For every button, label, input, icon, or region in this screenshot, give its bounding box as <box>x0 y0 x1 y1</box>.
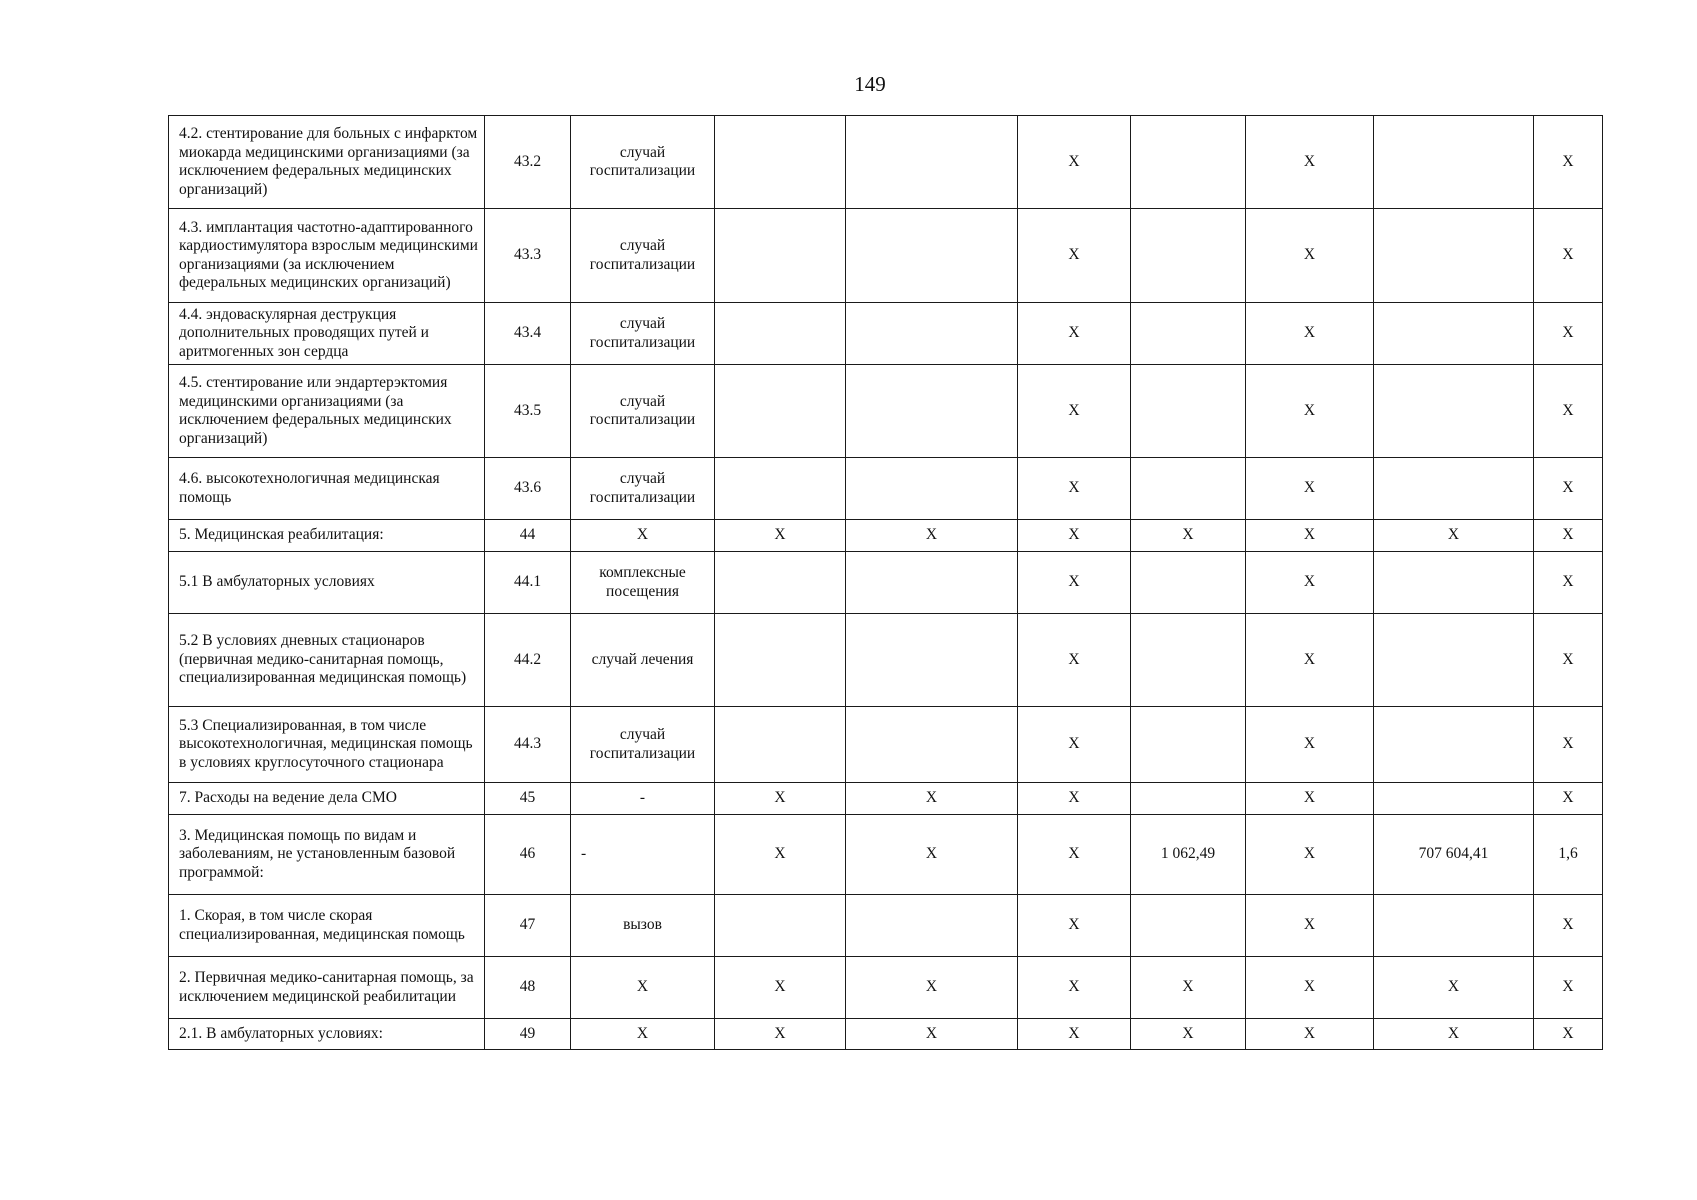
row-cell: X <box>1018 707 1131 783</box>
row-unit: X <box>571 1019 715 1050</box>
table-row <box>169 116 1603 209</box>
row-cell: X <box>715 783 846 815</box>
row-code: 44.2 <box>485 614 571 707</box>
row-cell: X <box>1018 614 1131 707</box>
row-unit: случай лечения <box>571 614 715 707</box>
row-cell: X <box>1246 614 1374 707</box>
row-name: 5. Медицинская реабилитация: <box>169 520 485 552</box>
row-name: 5.2 В условиях дневных стационаров (первичная медико-санитарная помощь, специализированная медицинская помощь) <box>169 614 485 707</box>
row-cell: X <box>1534 707 1603 783</box>
row-name: 3. Медицинская помощь по видам и заболеваниям, не установленным базовой программой: <box>169 815 485 895</box>
row-cell: X <box>1534 365 1603 458</box>
row-code: 45 <box>485 783 571 815</box>
table-row <box>169 303 1603 365</box>
row-cell <box>1374 707 1534 783</box>
row-cell: X <box>846 957 1018 1019</box>
row-code: 43.3 <box>485 209 571 303</box>
row-cell: X <box>1246 707 1374 783</box>
row-cell <box>846 552 1018 614</box>
row-cell: X <box>715 957 846 1019</box>
row-cell <box>715 707 846 783</box>
row-unit: случай госпитализации <box>571 303 715 365</box>
row-cell <box>846 895 1018 957</box>
row-cell: X <box>1246 1019 1374 1050</box>
row-cell: 1,6 <box>1534 815 1603 895</box>
table-row <box>169 614 1603 707</box>
row-name: 5.1 В амбулаторных условиях <box>169 552 485 614</box>
row-cell: X <box>1534 520 1603 552</box>
row-cell <box>1374 303 1534 365</box>
row-cell: X <box>846 1019 1018 1050</box>
row-cell: X <box>1534 552 1603 614</box>
row-cell <box>715 116 846 209</box>
row-cell <box>715 365 846 458</box>
row-cell: X <box>1018 1019 1131 1050</box>
row-cell: X <box>1246 783 1374 815</box>
row-name: 4.3. имплантация частотно-адаптированного кардиостимулятора взрослым медицинскими организациями (за исключением федеральных медицинских организаций) <box>169 209 485 303</box>
row-unit: случай госпитализации <box>571 458 715 520</box>
row-cell: X <box>1534 614 1603 707</box>
row-cell: X <box>1374 520 1534 552</box>
row-cell: X <box>715 520 846 552</box>
row-cell <box>846 614 1018 707</box>
row-cell <box>1374 116 1534 209</box>
row-name: 2. Первичная медико-санитарная помощь, за исключением медицинской реабилитации <box>169 957 485 1019</box>
row-name: 4.2. стентирование для больных с инфарктом миокарда медицинскими организациями (за исключением федеральных медицинских организаций) <box>169 116 485 209</box>
row-cell <box>1374 552 1534 614</box>
page-number: 149 <box>854 72 886 96</box>
row-cell: X <box>846 815 1018 895</box>
row-cell: X <box>1534 957 1603 1019</box>
row-name: 4.5. стентирование или эндартерэктомия медицинскими организациями (за исключением федеральных медицинских организаций) <box>169 365 485 458</box>
row-cell: X <box>1018 552 1131 614</box>
row-cell: X <box>1246 815 1374 895</box>
row-cell <box>1131 552 1246 614</box>
row-cell: 1 062,49 <box>1131 815 1246 895</box>
row-name: 1. Скорая, в том числе скорая специализированная, медицинская помощь <box>169 895 485 957</box>
row-unit: комплексные посещения <box>571 552 715 614</box>
row-cell <box>715 303 846 365</box>
table-row <box>169 458 1603 520</box>
row-cell <box>715 552 846 614</box>
row-cell: X <box>1246 365 1374 458</box>
row-unit: случай госпитализации <box>571 707 715 783</box>
row-code: 44.1 <box>485 552 571 614</box>
row-cell <box>1374 895 1534 957</box>
table-row <box>169 552 1603 614</box>
row-cell: X <box>1246 957 1374 1019</box>
row-cell: X <box>715 815 846 895</box>
row-code: 46 <box>485 815 571 895</box>
row-name: 5.3 Специализированная, в том числе высокотехнологичная, медицинская помощь в условиях круглосуточного стационара <box>169 707 485 783</box>
row-cell <box>846 209 1018 303</box>
row-cell <box>1131 458 1246 520</box>
table-row <box>169 1019 1603 1050</box>
row-cell: X <box>1374 957 1534 1019</box>
row-cell: X <box>1534 895 1603 957</box>
row-cell: X <box>1018 895 1131 957</box>
row-cell: X <box>846 520 1018 552</box>
row-cell: X <box>1018 815 1131 895</box>
row-cell <box>1131 895 1246 957</box>
table-row <box>169 707 1603 783</box>
row-cell: X <box>1018 520 1131 552</box>
row-cell: X <box>1018 957 1131 1019</box>
row-cell: X <box>1534 303 1603 365</box>
row-code: 44.3 <box>485 707 571 783</box>
row-name: 4.6. высокотехнологичная медицинская помощь <box>169 458 485 520</box>
row-cell <box>1131 365 1246 458</box>
table-row <box>169 783 1603 815</box>
table-row <box>169 209 1603 303</box>
row-cell <box>1131 303 1246 365</box>
row-name: 4.4. эндоваскулярная деструкция дополнительных проводящих путей и аритмогенных зон сердца <box>169 303 485 365</box>
row-cell <box>1374 783 1534 815</box>
row-unit: случай госпитализации <box>571 209 715 303</box>
row-cell <box>846 303 1018 365</box>
row-cell <box>846 365 1018 458</box>
row-cell: X <box>846 783 1018 815</box>
row-cell: X <box>1246 209 1374 303</box>
table-row <box>169 815 1603 895</box>
row-unit: - <box>571 783 715 815</box>
row-code: 43.6 <box>485 458 571 520</box>
table-row <box>169 365 1603 458</box>
row-cell <box>1374 614 1534 707</box>
row-cell <box>1374 365 1534 458</box>
row-cell: X <box>1534 783 1603 815</box>
data-table <box>168 115 1603 1050</box>
row-cell <box>1131 209 1246 303</box>
row-unit: - <box>571 815 715 895</box>
row-cell: X <box>1246 116 1374 209</box>
row-code: 48 <box>485 957 571 1019</box>
row-code: 43.5 <box>485 365 571 458</box>
row-cell: X <box>1534 116 1603 209</box>
row-cell <box>1131 116 1246 209</box>
row-cell: X <box>1018 303 1131 365</box>
row-cell <box>715 895 846 957</box>
row-cell <box>1131 783 1246 815</box>
row-cell: X <box>1018 365 1131 458</box>
row-code: 47 <box>485 895 571 957</box>
row-cell: X <box>1246 552 1374 614</box>
row-cell <box>846 458 1018 520</box>
row-name: 7. Расходы на ведение дела СМО <box>169 783 485 815</box>
row-cell: X <box>1246 520 1374 552</box>
row-cell: X <box>1534 1019 1603 1050</box>
row-cell <box>1131 614 1246 707</box>
row-cell: X <box>1131 957 1246 1019</box>
row-cell: X <box>1246 303 1374 365</box>
row-cell: X <box>1534 209 1603 303</box>
row-unit: вызов <box>571 895 715 957</box>
row-cell: X <box>1246 458 1374 520</box>
row-cell: X <box>1018 116 1131 209</box>
row-cell: X <box>1374 1019 1534 1050</box>
row-code: 44 <box>485 520 571 552</box>
row-cell <box>715 209 846 303</box>
row-cell: X <box>1131 1019 1246 1050</box>
row-code: 43.2 <box>485 116 571 209</box>
row-cell <box>715 458 846 520</box>
row-cell: X <box>715 1019 846 1050</box>
row-cell: X <box>1018 458 1131 520</box>
row-cell: X <box>1534 458 1603 520</box>
table-row <box>169 957 1603 1019</box>
row-cell <box>1374 209 1534 303</box>
row-cell <box>1131 707 1246 783</box>
row-cell <box>1374 458 1534 520</box>
row-unit: X <box>571 957 715 1019</box>
row-code: 49 <box>485 1019 571 1050</box>
row-cell: X <box>1246 895 1374 957</box>
row-cell: X <box>1018 783 1131 815</box>
table-row <box>169 895 1603 957</box>
row-cell: X <box>1018 209 1131 303</box>
row-cell: X <box>1131 520 1246 552</box>
row-cell: 707 604,41 <box>1374 815 1534 895</box>
row-cell <box>846 116 1018 209</box>
row-code: 43.4 <box>485 303 571 365</box>
row-cell <box>846 707 1018 783</box>
row-unit: случай госпитализации <box>571 365 715 458</box>
row-unit: X <box>571 520 715 552</box>
row-name: 2.1. В амбулаторных условиях: <box>169 1019 485 1050</box>
table-row <box>169 520 1603 552</box>
row-cell <box>715 614 846 707</box>
row-unit: случай госпитализации <box>571 116 715 209</box>
